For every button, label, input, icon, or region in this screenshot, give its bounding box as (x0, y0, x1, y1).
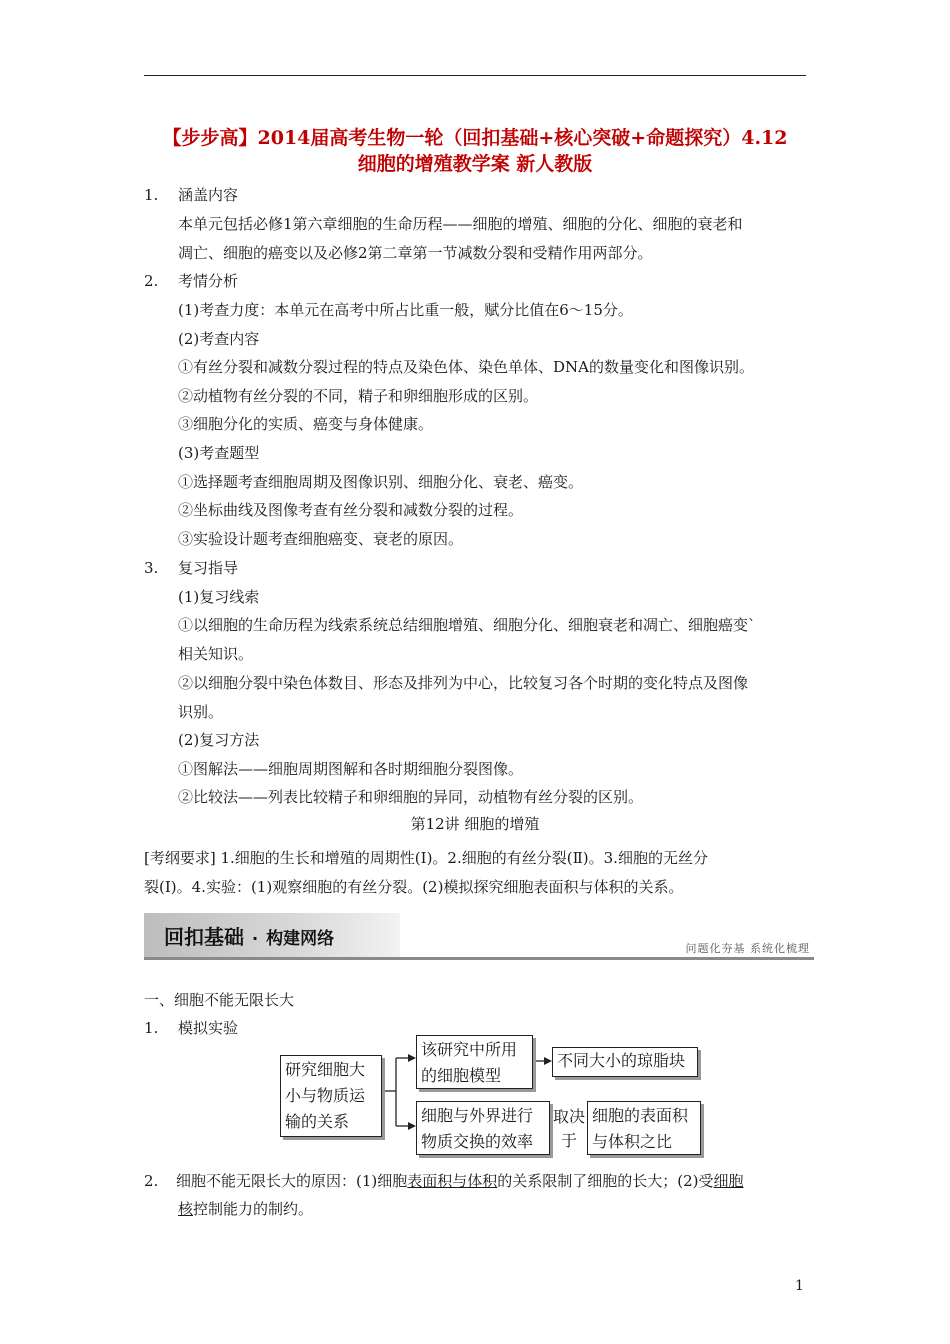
section-banner (144, 913, 814, 961)
section-3-item: ①图解法——细胞周期图解和各时期细胞分裂图像。 (178, 760, 524, 778)
section-3-item: 识别。 (178, 703, 224, 721)
diagram-box-exchange-efficiency-line: 细胞与外界进行 (421, 1106, 534, 1125)
section-2-item: ②坐标曲线及图像考查有丝分裂和减数分裂的过程。 (178, 501, 524, 519)
lecture-title: 第12讲 细胞的增殖 (410, 815, 540, 833)
part-1-item-1-number: 1. (144, 1019, 159, 1037)
banner-subtitle: 构建网络 (266, 929, 335, 949)
banner-tagline: 问题化夯基 系统化梳理 (685, 942, 810, 955)
text-run: 细胞不能无限长大的原因：(1)细胞 (176, 1172, 408, 1190)
section-3-item: 相关知识。 (178, 645, 254, 663)
text-run: 的关系限制了细胞的长大；(2)受 (497, 1172, 714, 1190)
section-2-item: ②动植物有丝分裂的不同，精子和卵细胞形成的区别。 (178, 387, 539, 405)
diagram-box-agar-blocks-text: 不同大小的琼脂块 (557, 1051, 686, 1070)
section-2-item: (3)考查题型 (178, 444, 260, 462)
diagram-box-exchange-efficiency-line: 物质交换的效率 (421, 1132, 534, 1151)
banner-title (164, 921, 334, 950)
underlined-blank: 核 (178, 1200, 194, 1218)
simulation-experiment-diagram (280, 1033, 710, 1163)
section-2-item: (2)考查内容 (178, 330, 260, 348)
diagram-box-surface-volume-ratio-line: 细胞的表面积 (592, 1106, 689, 1125)
document-title-line-2: 细胞的增殖教学案 新人教版 (357, 153, 593, 175)
section-2-item: (1)考查力度：本单元在高考中所占比重一般，赋分比值在6～15分。 (178, 301, 633, 319)
diagram-box-research-line: 小与物质运 (285, 1086, 366, 1105)
header-rule (144, 75, 806, 76)
syllabus-requirement-line-1: [考纲要求] 1.细胞的生长和增殖的周期性(Ⅰ)。2.细胞的有丝分裂(Ⅱ)。3.细胞的无丝分 (144, 849, 708, 867)
part-1-item-2-number: 2. (144, 1172, 159, 1190)
underlined-blank: 表面积与体积 (407, 1172, 498, 1190)
section-2-item: ①有丝分裂和减数分裂过程的特点及染色体、染色单体、DNA的数量变化和图像识别。 (178, 358, 754, 376)
part-1-item-2-line-1 (176, 1171, 744, 1191)
banner-main-title: 回扣基础 (164, 925, 244, 949)
banner-rule (144, 957, 814, 960)
banner-separator: · (252, 929, 259, 948)
diagram-box-cell-model-line: 该研究中所用 (421, 1040, 518, 1059)
text-run: 控制能力的制约。 (193, 1200, 314, 1218)
section-1-paragraph-line-2: 凋亡、细胞的癌变以及必修2第二章第一节减数分裂和受精作用两部分。 (178, 244, 653, 262)
diagram-connector-line: 于 (560, 1131, 577, 1150)
part-1-item-2-line-2 (178, 1199, 313, 1219)
underlined-blank: 细胞 (713, 1172, 744, 1190)
section-3-item: ①以细胞的生命历程为线索系统总结细胞增殖、细胞分化、细胞衰老和凋亡、细胞癌变` (178, 616, 756, 634)
section-3-item: (1)复习线索 (178, 588, 260, 606)
section-3-item: ②比较法——列表比较精子和卵细胞的异同，动植物有丝分裂的区别。 (178, 788, 644, 806)
section-3-item: ②以细胞分裂中染色体数目、形态及排列为中心，比较复习各个时期的变化特点及图像 (178, 674, 749, 692)
section-2-number: 2. (144, 272, 159, 290)
section-2-item: ①选择题考查细胞周期及图像识别、细胞分化、衰老、癌变。 (178, 473, 584, 491)
syllabus-requirement-line-2: 裂(Ⅰ)。4.实验：(1)观察细胞的有丝分裂。(2)模拟探究细胞表面积与体积的关系。 (144, 878, 684, 896)
section-3-heading: 复习指导 (178, 559, 239, 577)
section-2-item: ③实验设计题考查细胞癌变、衰老的原因。 (178, 530, 464, 548)
section-1-heading: 涵盖内容 (178, 186, 239, 204)
document-title-line-1: 【步步高】2014届高考生物一轮（回扣基础+核心突破+命题探究）4.12 (162, 127, 788, 149)
section-3-item: (2)复习方法 (178, 731, 260, 749)
section-2-heading: 考情分析 (178, 272, 239, 290)
part-1-item-1-text: 模拟实验 (178, 1019, 239, 1037)
section-1-number: 1. (144, 186, 159, 204)
part-1-heading: 一、细胞不能无限长大 (144, 991, 295, 1009)
section-2-item: ③细胞分化的实质、癌变与身体健康。 (178, 415, 434, 433)
diagram-connector-depends-on (552, 1105, 586, 1153)
diagram-box-research (280, 1055, 382, 1137)
section-1-paragraph-line-1: 本单元包括必修1第六章细胞的生命历程——细胞的增殖、细胞的分化、细胞的衰老和 (178, 215, 743, 233)
diagram-box-surface-volume-ratio (587, 1101, 701, 1155)
diagram-connector-line: 取决 (552, 1107, 585, 1126)
page-number: 1 (795, 1278, 804, 1294)
section-3-number: 3. (144, 559, 159, 577)
diagram-box-research-line: 输的关系 (285, 1112, 350, 1131)
diagram-box-surface-volume-ratio-line: 与体积之比 (592, 1132, 673, 1151)
diagram-box-cell-model (416, 1035, 533, 1089)
diagram-box-exchange-efficiency (416, 1101, 550, 1155)
diagram-box-agar-blocks (552, 1047, 698, 1077)
diagram-box-research-line: 研究细胞大 (285, 1060, 366, 1079)
diagram-box-cell-model-line: 的细胞模型 (421, 1066, 502, 1085)
